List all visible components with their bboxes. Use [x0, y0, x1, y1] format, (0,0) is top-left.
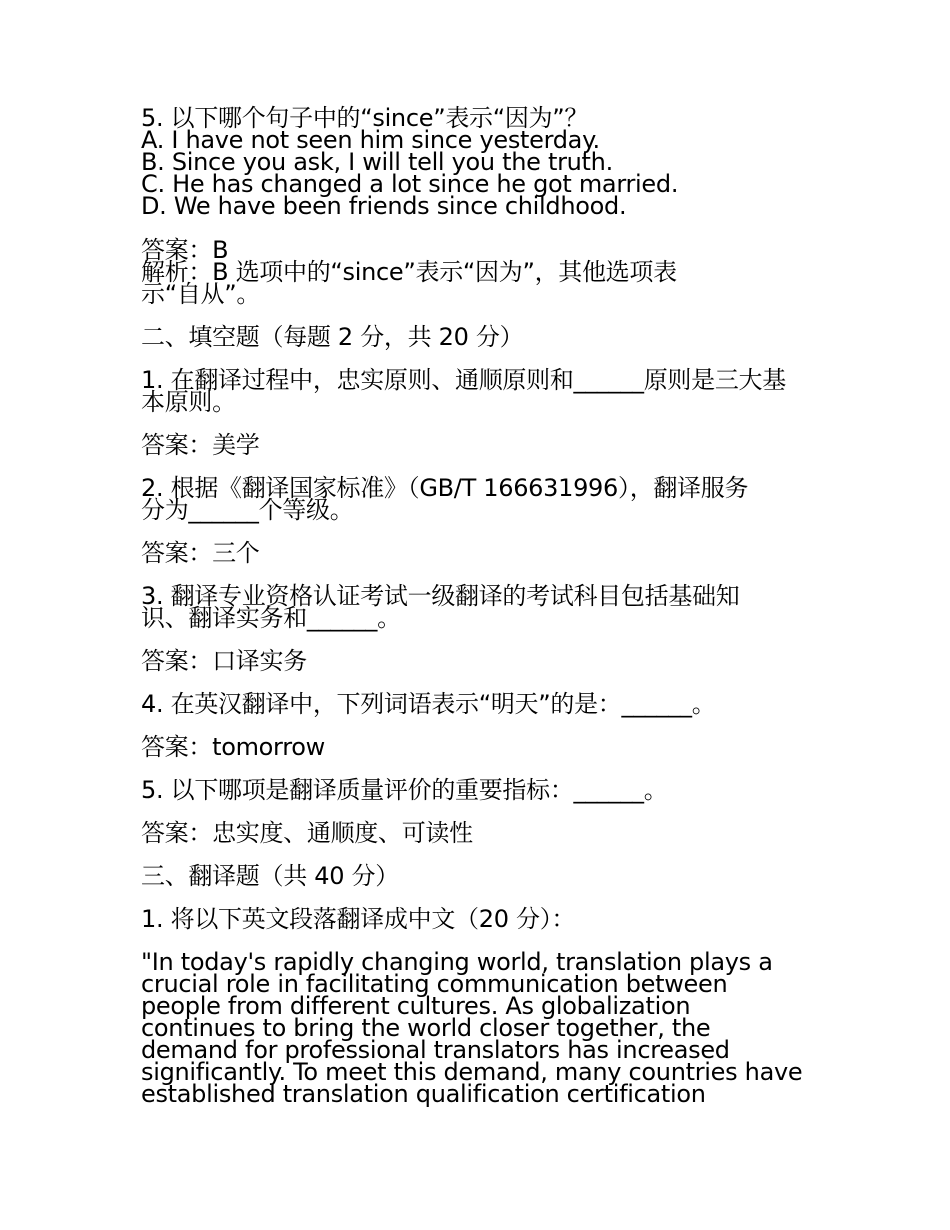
question-text: 2. 根据《翻译国家标准》（GB/T 166631996），翻译服务 [141, 474, 749, 502]
answer-text: 答案：忠实度、通顺度、可读性 [141, 819, 473, 847]
section-heading-fill-blank: 二、填空题（每题 2 分，共 20 分） [141, 323, 524, 351]
question-text: 3. 翻译专业资格认证考试一级翻译的考试科目包括基础知 [141, 582, 740, 610]
document-page [141, 104, 821, 1108]
question-text-continued: 本原则。 [141, 388, 236, 416]
question-text: 5. 以下哪个句子中的“since”表示“因为”？ [141, 104, 589, 132]
question-5-block [141, 104, 821, 308]
passage-line: crucial role in facilitating communication between [141, 970, 728, 998]
answer-text: 答案：tomorrow [141, 733, 325, 761]
option-a: A. I have not seen him since yesterday. [141, 126, 600, 154]
question-text-continued: 分为______个等级。 [141, 496, 354, 524]
answer-text: 答案：美学 [141, 431, 260, 459]
answer-text: 答案：口译实务 [141, 647, 307, 675]
question-text: 1. 在翻译过程中，忠实原则、通顺原则和______原则是三大基 [141, 366, 786, 394]
question-text-continued: 识、翻译实务和______。 [141, 604, 401, 632]
fill-blank-item-5: 5. 以下哪项是翻译质量评价的重要指标：______。 [141, 776, 668, 804]
explanation-line-2: 示“自从”。 [141, 280, 261, 308]
passage-line: significantly. To meet this demand, many countries have [141, 1058, 803, 1086]
answer-text: 答案：三个 [141, 539, 260, 567]
passage-line: people from different cultures. As globalization [141, 992, 691, 1020]
fill-blank-item-1 [141, 366, 821, 416]
fill-blank-item-4: 4. 在英汉翻译中，下列词语表示“明天”的是：______。 [141, 690, 716, 718]
option-d: D. We have been friends since childhood. [141, 192, 627, 220]
passage-line: "In today's rapidly changing world, translation plays a [141, 948, 773, 976]
explanation-line-1: 解析：B 选项中的“since”表示“因为”，其他选项表 [141, 258, 677, 286]
option-c: C. He has changed a lot since he got married. [141, 170, 679, 198]
passage-line: demand for professional translators has increased [141, 1036, 730, 1064]
passage-line: continues to bring the world closer together, the [141, 1014, 711, 1042]
passage-line: established translation qualification certification [141, 1080, 706, 1108]
fill-blank-item-3 [141, 582, 821, 632]
option-b: B. Since you ask, I will tell you the truth. [141, 148, 613, 176]
answer-text: 答案：B [141, 236, 229, 264]
fill-blank-item-2 [141, 474, 821, 524]
translation-passage [141, 948, 821, 1108]
translation-question-1: 1. 将以下英文段落翻译成中文（20 分）： [141, 905, 576, 933]
section-heading-translation: 三、翻译题（共 40 分） [141, 862, 399, 890]
